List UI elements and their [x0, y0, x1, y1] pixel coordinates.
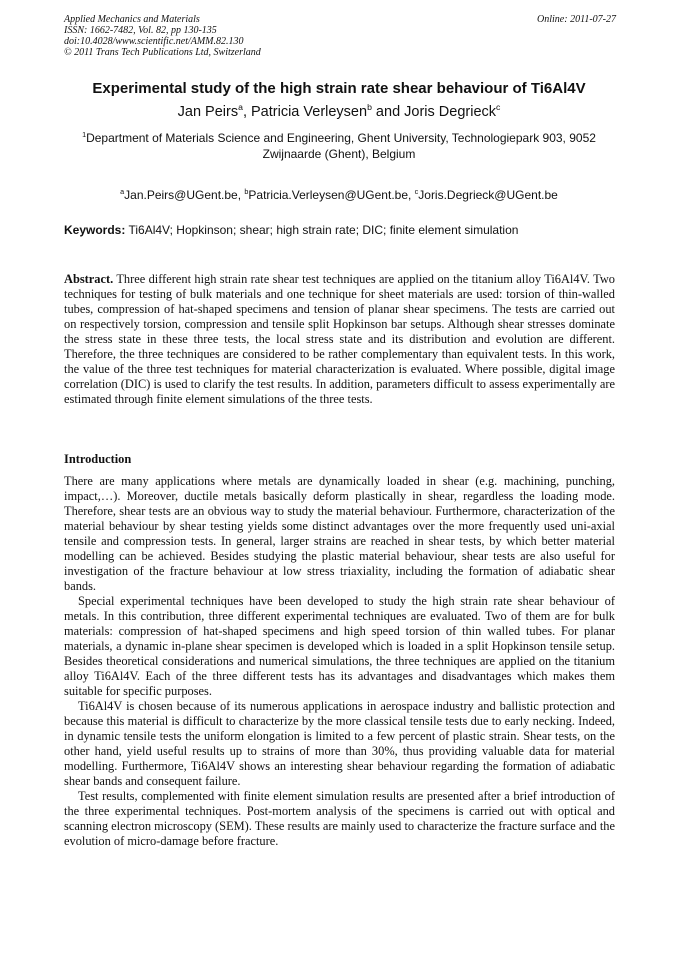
author-separator: and [371, 104, 405, 120]
section-heading: Introduction [64, 452, 132, 466]
journal-issn: ISSN: 1662-7482, Vol. 82, pp 130-135 [64, 25, 217, 36]
author-name: Patricia Verleysen [251, 104, 368, 120]
email-marker: c [414, 187, 419, 196]
paragraph: There are many applications where metals are dynamically loaded in shear (e.g. machining, punching, impact,…). Moreover, ductile metals basically deform plastically in shear, regardless the loading mode. Therefore, shear tests are an obvious way to study the material behaviour. Furthermore, characterization of the material behaviour by shear testing yields some distinct advantages over the more frequently used uni-axial tensile and compression tests. In general, larger strains are reached in shear tests, by which better material modelling can be achieved. Besides studying the plastic material behaviour, shear tests are also useful for investigation of the fracture behaviour at low stress triaxiality, including the formation of adiabatic shear bands. [64, 474, 615, 593]
email-list [40, 187, 638, 203]
introduction-body [64, 474, 615, 849]
affiliation-marker: 1 [82, 130, 87, 139]
journal-doi: doi:10.4028/www.scientific.net/AMM.82.130 [64, 36, 244, 47]
journal-header [64, 14, 616, 58]
keywords [64, 222, 620, 238]
abstract-label: Abstract. [64, 272, 114, 286]
affiliation [60, 130, 618, 162]
abstract-text: Three different high strain rate shear test techniques are applied on the titanium alloy Ti6Al4V. Two techniques for testing of bulk materials and one technique for sheet materials are used: torsion of thin-walled tubes, compression of hat-shaped specimens and tension of planar shear specimens. The tests are carried out on respectively torsion, compression and tensile split Hopkinson bar setups. Although shear stresses dominate the stress state in these three tests, the local stress state and its distribution and evolution are different. Therefore, the three techniques are considered to be rather complementary than equivalent tests. In this work, the value of the three test techniques for material characterization is evaluated. Where possible, digital image correlation (DIC) is used to clarify the test results. In addition, parameters difficult to assess experimentally are estimated through finite element simulations of the three tests. [64, 272, 615, 406]
keywords-label: Keywords: [64, 223, 126, 237]
author-marker: c [496, 102, 501, 113]
author-list [40, 103, 638, 121]
author-marker: b [367, 102, 372, 113]
email-link[interactable]: Joris.Degrieck@UGent.be [418, 188, 558, 202]
paragraph: Test results, complemented with finite element simulation results are presented after a brief introduction of the three experimental techniques. Post-mortem analysis of the specimens is carried out with optical and scanning electron microscopy (SEM). These results are mainly used to characterize the fracture surface and the evolution of micro-damage before fracture. [64, 789, 615, 848]
author-name: Joris Degrieck [404, 104, 497, 120]
email-link[interactable]: Patricia.Verleysen@UGent.be [248, 188, 408, 202]
email-marker: b [244, 187, 249, 196]
author-name: Jan Peirs [177, 104, 239, 120]
author-marker: a [238, 102, 243, 113]
paragraph: Ti6Al4V is chosen because of its numerous applications in aerospace industry and ballistic protection and because this material is difficult to characterize by the more classical tensile tests due to early necking. Indeed, in dynamic tensile tests the uniform elongation is limited to a few percent of plastic strain. Shear tests, on the other hand, yield useful results up to strains of more than 30%, thus providing valuable data for material modelling. Furthermore, Ti6Al4V shows an interesting shear behaviour regarding the formation of adiabatic shear bands and consequent failure. [64, 699, 615, 788]
abstract [64, 272, 615, 407]
email-separator: , [237, 188, 245, 202]
email-link[interactable]: Jan.Peirs@UGent.be [124, 188, 238, 202]
affiliation-text: Department of Materials Science and Engineering, Ghent University, Technologiepark 903, 9052 Zwijnaarde (Ghent), Belgium [86, 131, 596, 161]
online-date: Online: 2011-07-27 [537, 14, 616, 25]
paragraph: Special experimental techniques have been developed to study the high strain rate shear behaviour of metals. In this contribution, three different experimental techniques are evaluated. Two of them are for bulk materials: compression of hat-shaped specimens and high speed torsion of thin walled tubes. For planar materials, a dynamic in-plane shear specimen is developed which is loaded in a split Hopkinson tensile setup. Besides theoretical considerations and numerical simulations, the three techniques are applied on the titanium alloy Ti6Al4V. Each of the three different tests has its advantages and disadvantages which makes them suitable for specific purposes. [64, 594, 615, 698]
keywords-text: Ti6Al4V; Hopkinson; shear; high strain rate; DIC; finite element simulation [125, 223, 519, 237]
author-separator: , [242, 104, 251, 120]
journal-name: Applied Mechanics and Materials [64, 14, 200, 25]
paper-title: Experimental study of the high strain rate shear behaviour of Ti6Al4V [92, 80, 586, 97]
email-marker: a [120, 187, 125, 196]
email-separator: , [408, 188, 415, 202]
journal-copyright: © 2011 Trans Tech Publications Ltd, Switzerland [64, 47, 261, 58]
